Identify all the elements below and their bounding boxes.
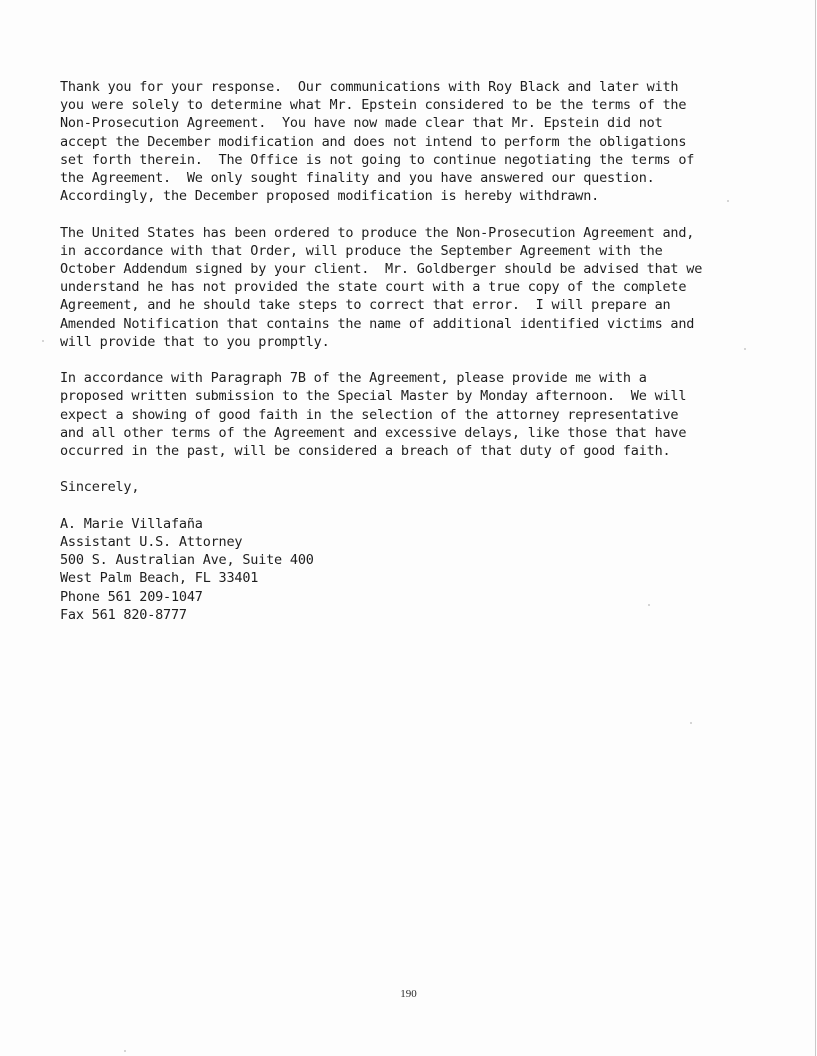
letter-body xyxy=(60,78,760,624)
paragraph-special-master xyxy=(60,369,760,460)
text-line: the Agreement. We only sought finality and you have answered our question. xyxy=(60,170,655,187)
closing xyxy=(60,478,760,496)
signature-address-line1: 500 S. Australian Ave, Suite 400 xyxy=(60,552,314,569)
paragraph-gap xyxy=(60,351,760,369)
page-edge xyxy=(815,0,816,1056)
text-line: proposed written submission to the Special Master by Monday afternoon. We will xyxy=(60,388,687,405)
scan-speck xyxy=(727,200,729,202)
signature-block xyxy=(60,515,760,624)
scan-speck xyxy=(690,722,692,724)
paragraph-gap xyxy=(60,460,760,478)
paragraph-response xyxy=(60,78,760,205)
text-line: occurred in the past, will be considered a breach of that duty of good faith. xyxy=(60,443,671,460)
paragraph-production xyxy=(60,224,760,351)
text-line: The United States has been ordered to produce the Non-Prosecution Agreement and, xyxy=(60,224,695,241)
text-line: and all other terms of the Agreement and excessive delays, like those that have xyxy=(60,424,687,441)
text-line: in accordance with that Order, will produce the September Agreement with the xyxy=(60,242,663,259)
text-line: Amended Notification that contains the name of additional identified victims and xyxy=(60,315,695,332)
scan-speck xyxy=(648,604,650,606)
scan-speck xyxy=(744,348,746,350)
paragraph-gap xyxy=(60,497,760,515)
text-line: understand he has not provided the state court with a true copy of the complete xyxy=(60,279,687,296)
text-line: you were solely to determine what Mr. Epstein considered to be the terms of the xyxy=(60,97,687,114)
paragraph-gap xyxy=(60,205,760,223)
signature-name: A. Marie Villafaña xyxy=(60,515,203,532)
signature-fax: Fax 561 820-8777 xyxy=(60,606,187,623)
signature-title: Assistant U.S. Attorney xyxy=(60,534,243,551)
scan-speck xyxy=(124,1050,126,1052)
text-line: will provide that to you promptly. xyxy=(60,333,330,350)
scan-speck xyxy=(42,340,44,342)
text-line: Accordingly, the December proposed modification is hereby withdrawn. xyxy=(60,188,600,205)
page-number: 190 xyxy=(400,988,417,1000)
text-line: accept the December modification and does not intend to perform the obligations xyxy=(60,133,687,150)
signature-phone: Phone 561 209-1047 xyxy=(60,588,203,605)
closing-text: Sincerely, xyxy=(60,479,140,496)
text-line: In accordance with Paragraph 7B of the Agreement, please provide me with a xyxy=(60,370,647,387)
text-line: October Addendum signed by your client. Mr. Goldberger should be advised that we xyxy=(60,261,703,278)
text-line: Thank you for your response. Our communications with Roy Black and later with xyxy=(60,79,679,95)
text-line: set forth therein. The Office is not going to continue negotiating the terms of xyxy=(60,151,695,168)
text-line: expect a showing of good faith in the selection of the attorney representative xyxy=(60,406,679,423)
signature-address-line2: West Palm Beach, FL 33401 xyxy=(60,570,259,587)
text-line: Non-Prosecution Agreement. You have now made clear that Mr. Epstein did not xyxy=(60,115,663,132)
text-line: Agreement, and he should take steps to correct that error. I will prepare an xyxy=(60,297,671,314)
